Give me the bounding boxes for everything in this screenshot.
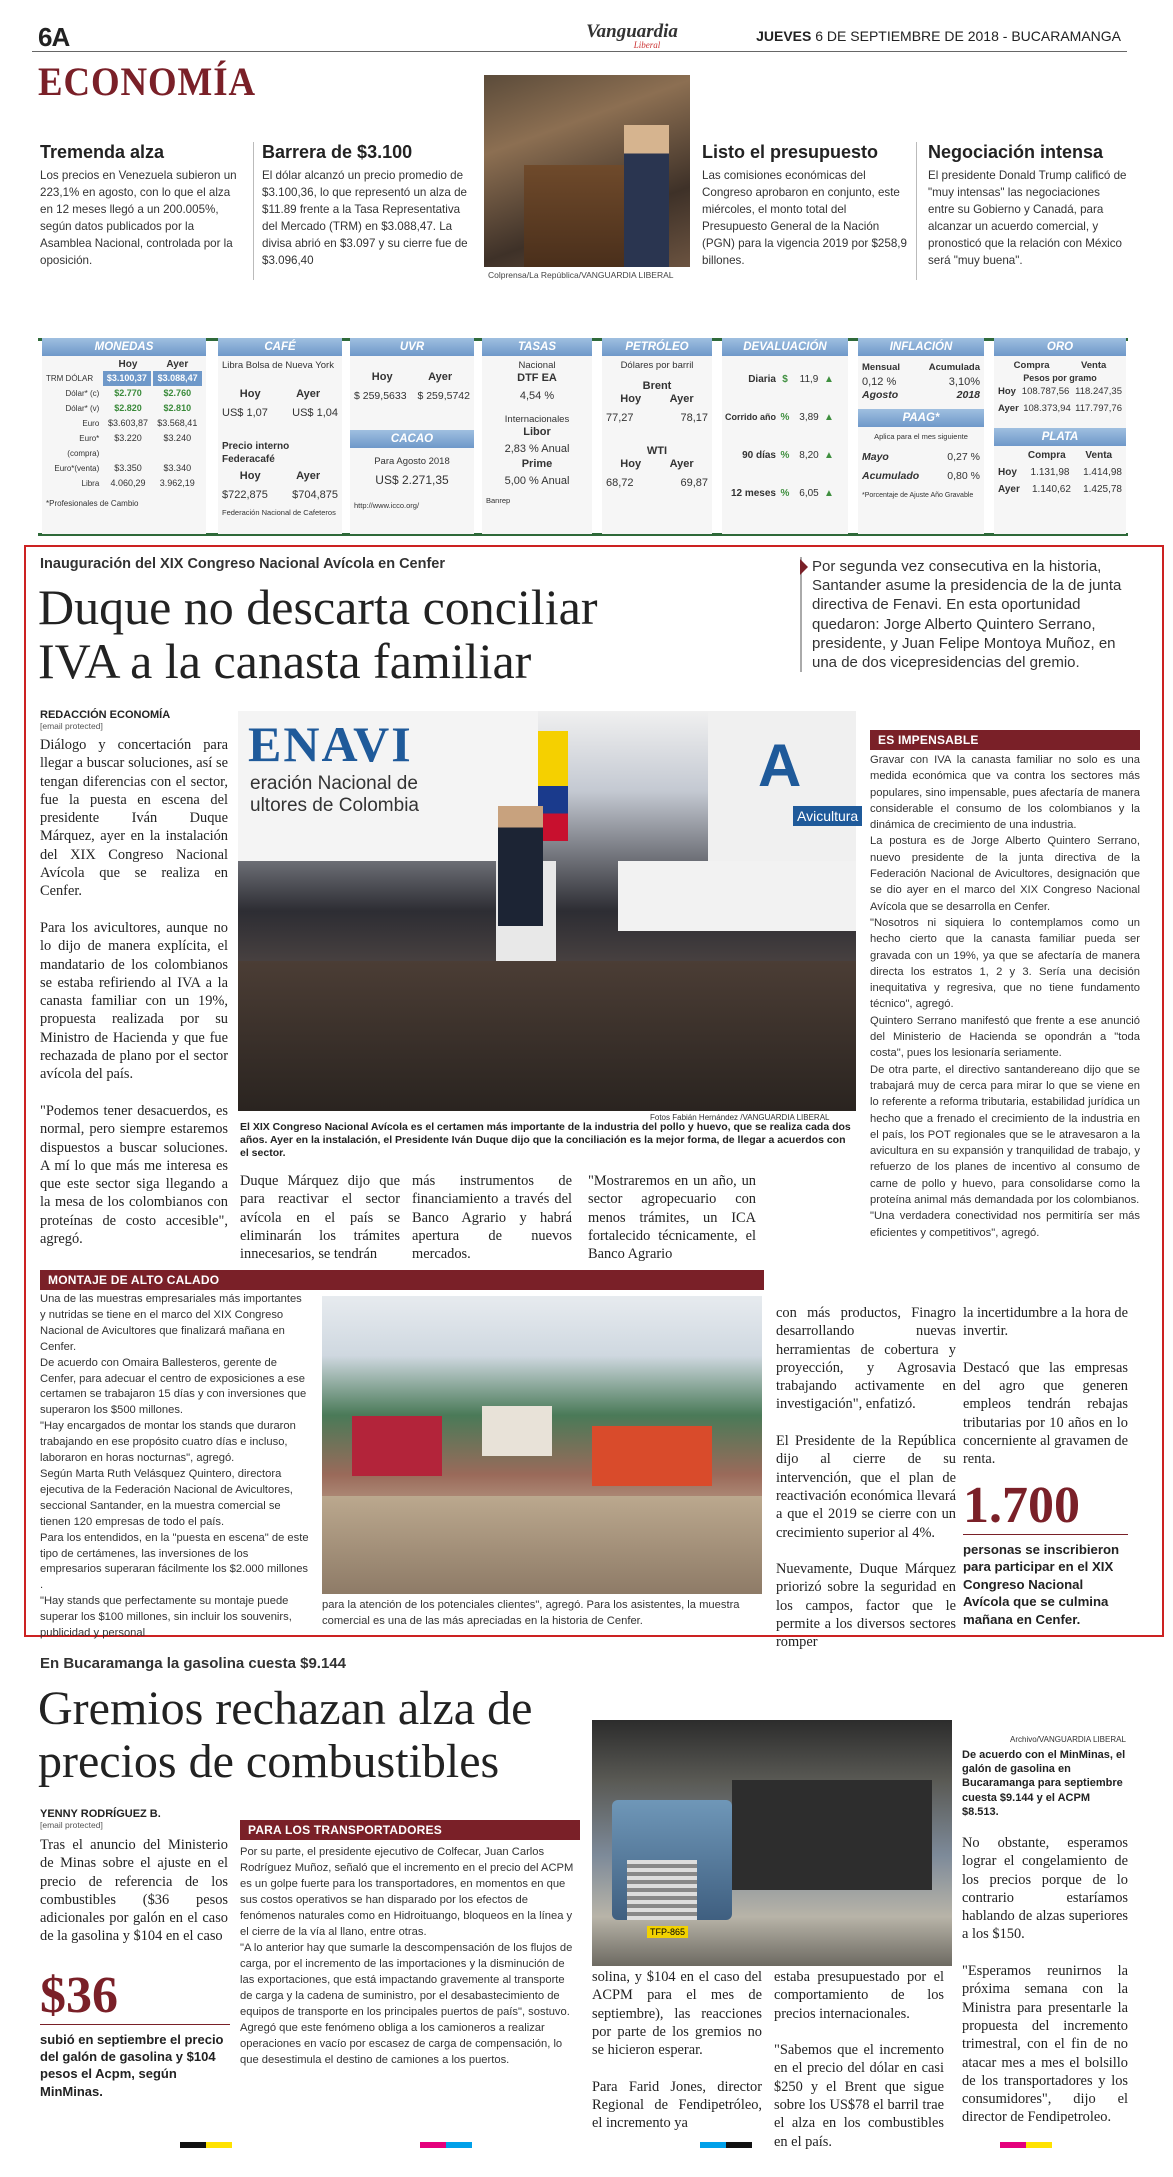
monedas-row: Euro*(venta) $3.350 $3.340: [54, 463, 192, 473]
article2-col-b: estaba presupuestado por el comportamiento de los precios internacionales. "Sabemos que el incremento en el precio del dólar en casi $250 y el Brent que sigue sobre los US$78 el barril trae el alza en los combustibles en el país.: [774, 1969, 944, 2150]
devaluacion-row: Diaria $ 11,9 ▲: [748, 373, 834, 385]
monedas-row: Euro* (compra) $3.220 $3.240: [67, 433, 192, 458]
uvr-header: UVR: [350, 338, 474, 356]
brief-negociacion: Negociación intensa El presidente Donald Trump calificó de "muy intensas" las negociaciones entre su Gobierno y Canadá, para alcanzar un acuerdo comercial, y pronosticó que la relación con México será "muy buena".: [928, 142, 1127, 267]
cafe-tile: CAFÉ Libra Bolsa de Nueva York Hoy Ayer US$ 1,07 US$ 1,04 Precio interno Federacafé Hoy Ayer $722,875 $704,875 Federación Nacional de Cafeteros: [218, 338, 342, 534]
devaluacion-row: 90 días % 8,20 ▲: [742, 449, 834, 461]
tasas-tile: TASAS Nacional DTF EA 4,54 % Internacionales Libor 2,83 % Anual Prime 5,00 % Anual Banrep: [482, 338, 592, 534]
petroleo-tile: PETRÓLEO Dólares por barril Brent Hoy Ayer 77,27 78,17 WTI Hoy Ayer 68,72 69,87: [602, 338, 712, 534]
deck-arrow-icon: [800, 559, 808, 575]
truck-plate: TFP-865: [647, 1926, 688, 1938]
expo-photo: [322, 1296, 762, 1594]
fenavi-logo-sub: eración Nacional de ultores de Colombia: [250, 773, 419, 816]
article2-byline: YENNY RODRÍGUEZ B. [email protected]: [40, 1808, 161, 1830]
impensable-body: Gravar con IVA la canasta familiar no solo es una medida económica que va contra los sectores más populares, sino impensable, pues afectaría de manera considerable el consumo de los colombianos y la dinámica de crecimiento de una industria. La postura es de Jorge Alberto Quintero Serrano, nuevo presidente de la junta directiva de la Federación Nacional de Avicultores, designación que se dio ayer en el marco del XIX Congreso Nacional Avícola que se desarrolla en Cenfer. "Nosotros ni siquiera lo contemplamos como un hecho cierto que la canasta familiar pueda ser gravada con un 19%, ya que se afectaría de manera directa los estratos 1, 2 y 3. Sería una decisión inequitativa y regresiva, que no tiene fundamento técnico", agregó. Quintero Serrano manifestó que frente a ese anunció del Ministerio de Hacienda se opondrán a "toda costa", pues los lesionaría seriamente. De otra parte, el directivo santandereano dijo que se trabajará muy de cerca para mirar lo que se viene en lo referente a reforma tributaria, estabilidad jurídica un hecho que a frenado el crecimiento de la industria en el país, los POT regionales que se le atravesaron a la avicultura en su expansión y tranquilidad de trabajo, y refuerzo de los planes de incentivo al consumo de carne de pollo y huevo, para consolidarse como la proteína animal más demandada por los colombianos. "Una verdadera conectividad nos permitiría ser más eficientes y competitivos", agregó.: [870, 754, 1140, 1239]
devaluacion-row: 12 meses % 6,05 ▲: [730, 487, 834, 499]
page-header: [32, 22, 1127, 52]
up-arrow-icon: ▲: [824, 487, 834, 499]
head-table: [618, 861, 856, 931]
inflacion-tile: INFLACIÓN Mensual Acumulada 0,12 % 3,10% Agosto 2018 PAAG* Aplica para el mes siguiente Mayo 0,27 % Acumulado 0,80 % *Porcentaje de Ajuste Año Gravable: [858, 338, 984, 534]
section-title: ECONOMÍA: [38, 59, 256, 104]
oro-tile: ORO Compra Venta Pesos por gramo Hoy 108.787,56 118.247,35 Ayer 108.373,94 117.797,76 PLATA Compra Venta Hoy 1.131,98 1.414,98 Ayer 1.140,62 1.425,78: [994, 338, 1126, 534]
monedas-header: MONEDAS: [42, 338, 206, 356]
cacao-header: CACAO: [350, 430, 474, 448]
expo-floor: [322, 1496, 762, 1594]
article1-col-a: Duque Márquez dijo que para reactivar el sector avícola en el país se eliminarán los trámites innecesarios, se tendrán: [240, 1173, 400, 1263]
registration-bars: [0, 2142, 1173, 2152]
monedas-tile: MONEDAS Hoy Ayer TRM DÓLAR $3.100,37 $3.088,47 Dólar* (c) $2.770 $2.760 Dólar* (v) $2.820 $2.810 Euro $3.603,87 $3.568,41 Euro* (compra) $3.220 $3.240 Euro*(venta) $3.350 $3.340 Libra 4.060,29 3.962,19 *Profesionales de Cambio: [42, 338, 206, 534]
transportadores-box: [240, 1820, 580, 1840]
speaker: [498, 806, 543, 926]
plata-row: Hoy 1.131,98 1.414,98: [998, 467, 1122, 478]
oro-row: Ayer 108.373,94 117.797,76: [998, 403, 1122, 414]
brief-tremenda-alza: Tremenda alza Los precios en Venezuela subieron un 223,1% en agosto, con lo que el alza en 12 meses llegó a un 200.005%, según datos publicados por la Asamblea Nacional, controlada por la oposición.: [40, 142, 237, 267]
paag-header: PAAG*: [858, 409, 984, 427]
transportadores-body: Por su parte, el presidente ejecutivo de Colfecar, Juan Carlos Rodríguez Muñoz, señaló que el incremento en el precio del ACPM es un golpe fuerte para los transportadores, en momentos en que sus costos operativos se han disparado por los efectos de fenómenos naturales como en Hidroituango, bloqueos en la línea y el cierre de la vía al llano, entre otras. "A lo anterior hay que sumarle la descompensación de los flujos de carga, por el incremento de las importaciones y la disminución de las exportaciones, que está impactando gravemente al transporte de carga y la cadena de suministro, por el desabastecimiento de equipos de transporte en los principales puertos de país", sostuvo. Agregó que este fenómeno obliga a los camioneros a realizar operaciones en vacío por escasez de carga de compensación, lo que desestimula el destino de camiones a los puertos.: [240, 1846, 574, 2066]
brief-divider: [253, 142, 254, 280]
impensable-sidebar: [870, 730, 1140, 750]
up-arrow-icon: ▲: [824, 449, 834, 461]
up-arrow-icon: ▲: [824, 373, 834, 385]
devaluacion-row: Corrido año % 3,89 ▲: [725, 411, 834, 423]
article1-deck: Por segunda vez consecutiva en la historia, Santander asume la presidencia de la de junta directiva de Fenavi. En esta oportunidad quedaron: Jorge Alberto Quintero Serrano, presidente, y Juan Felipe Montoya Muñoz, en una de dos vicepresidencias del gremio.: [800, 557, 1130, 672]
tasas-header: TASAS: [482, 338, 592, 356]
article2-headline: Gremios rechazan alza de precios de combustibles: [38, 1682, 533, 1788]
photo-credit: Fotos Fabián Hernández /VANGUARDIA LIBERAL: [650, 1113, 830, 1122]
article1-col-c: "Mostraremos en un año, un sector agropecuario con menos trámites, un ICA fortalecido técnicamente, el Banco Agrario: [588, 1173, 756, 1263]
petroleo-header: PETRÓLEO: [602, 338, 712, 356]
inflacion-header: INFLACIÓN: [858, 338, 984, 356]
devaluacion-header: DEVALUACIÓN: [722, 338, 848, 356]
article1-col1: Diálogo y concertación para llegar a buscar soluciones, así se tengan diferencias con el sector, fue la puesta en escena del presidente Iván Duque Márquez, ayer en la instalación del XIX Congreso Nacional Avícola que se realiza en Cenfer. Para los avicultores, aunque no lo dijo de manera explícita, el mandatario de los colombianos se estaba refiriendo al IVA a la canasta familiar con un 19%, propuesta realizada por su Ministro de Hacienda y que fue rechazada de plano por el sector avícola del país. "Podemos tener desacuerdos, es normal, pero siempre estaremos dispuestos a buscar soluciones. A mí lo que más me interesa es que este sector siga llegando a la mesa de los colombianos con proteínas de costo accesible", agregó.: [40, 737, 228, 1248]
stat-36: $36 subió en septiembre el precio del galón de gasolina y $104 pesos el Acpm, según MinMinas.: [40, 1968, 230, 2100]
devaluacion-tile: [722, 338, 848, 534]
truck-photo: [592, 1720, 952, 1966]
montaje-body: Una de las muestras empresariales más importantes y nutridas se tiene en el marco del XIX Congreso Nacional de Avicultores que finalizará mañana en Cenfer. De acuerdo con Omaira Ballesteros, gerente de Cenfer, para adecuar el centro de exposiciones a ese certamen se trabajaron 15 días y con inversiones que superaron los $500 millones. "Hay encargados de montar los stands que duraron trabajando en ese propósito cuatro días e incluso, laboraron en horas nocturnas", agregó. Según Marta Ruth Velásquez Quintero, directora ejecutiva de la Federación Nacional de Avicultores, seccional Santander, en la muestra comercial se tienen 120 empresas de todo el país. Para los entendidos, en la "puesta en escena" de este tipo de certámenes, las inversiones de los empresarios superaran fácilmente los $2.000 millones . "Hay stands que perfectamente su montaje puede superar los $100 millones, sin incluir los souvenirs, publicidad y personal: [40, 1293, 309, 1640]
oro-row: Hoy 108.787,56 118.247,35: [998, 386, 1122, 397]
avicultura-logo: Avicultura: [793, 806, 862, 826]
article2-col-a: solina, y $104 en el caso del ACPM para el mes de septiembre), las reacciones por parte de los gremios no se hicieron esperar. Para Farid Jones, director Regional de Fendipetróleo, el incremento ya: [592, 1969, 762, 2132]
avicultura-logo-mark: A: [758, 732, 802, 799]
brief-barrera: Barrera de $3.100 El dólar alcanzó un precio promedio de $3.100,36, lo que representó un alza de $11.89 frente a la Tasa Representativa del Mercado (TRM) en $3.088,47. La divisa abrió en $3.097 y su cierre fue de $3.096,40: [262, 142, 468, 267]
monedas-row: Libra 4.060,29 3.962,19: [81, 478, 195, 488]
montaje-box: [40, 1270, 764, 1290]
truck-photo-credit: Archivo/VANGUARDIA LIBERAL: [1010, 1735, 1126, 1744]
article1-col-e: la incertidumbre a la hora de invertir. Destacó que las empresas del agro que generen empleos tendrán rebajas tributarias por 10 años en lo concerniente al gravamen de renta.: [963, 1305, 1129, 1468]
montaje-continued: para la atención de los potenciales clientes", agregó. Para los asistentes, la muestra comercial es una de las más apreciadas en la historia de Cenfer.: [322, 1599, 740, 1627]
up-arrow-icon: ▲: [824, 411, 834, 423]
expo-stand: [482, 1406, 552, 1456]
congress-lectern: [524, 165, 624, 267]
monedas-row: Dólar* (v) $2.820 $2.810: [65, 403, 192, 413]
monedas-row: Euro $3.603,87 $3.568,41: [82, 418, 198, 428]
truck-grille: [627, 1860, 697, 1920]
montaje-title: MONTAJE DE ALTO CALADO: [40, 1270, 764, 1290]
transportadores-title: PARA LOS TRANSPORTADORES: [240, 1820, 580, 1840]
issue-date: JUEVES 6 DE SEPTIEMBRE DE 2018 - BUCARAMANGA: [756, 28, 1121, 44]
expo-stand: [352, 1416, 442, 1476]
cafe-header: CAFÉ: [218, 338, 342, 356]
photo-caption: El XIX Congreso Nacional Avícola es el certamen más importante de la industria del pollo y huevo, que se realiza cada dos años. Ayer en la instalación, el Presidente Iván Duque dijo que la conciliación es la mejor forma, de llegar a acuerdos con el sector.: [240, 1121, 851, 1159]
impensable-title: ES IMPENSABLE: [870, 730, 1140, 750]
article1-headline: Duque no descarta conciliar IVA a la canasta familiar: [38, 579, 598, 689]
monedas-row: TRM DÓLAR $3.100,37 $3.088,47: [46, 371, 202, 386]
audience: [238, 961, 856, 1111]
plata-header: PLATA: [994, 428, 1126, 446]
monedas-row: Dólar* (c) $2.770 $2.760: [65, 388, 192, 398]
duque-photo: [238, 711, 859, 1111]
stat-1700: 1.700 personas se inscribieron para participar en el XIX Congreso Nacional Avícola que se culmina mañana en Cenfer.: [963, 1478, 1128, 1628]
fenavi-logo: ENAVI: [248, 716, 413, 772]
oro-header: ORO: [994, 338, 1126, 356]
newspaper-logo: Vanguardia Liberal: [586, 21, 678, 50]
truck-trailer: [732, 1780, 932, 1890]
article2-col-c: No obstante, esperamos lograr el congelamiento de los precios porque de lo contrario estaríamos hablando de alzas superiores a los $150. "Esperamos reunirnos la próxima semana con la Ministra para presentarle la propuesta del incremento trimestral, con el fin de no atacar mes a mes el bolsillo de los transportadores y los consumidores", dijo el director de Fendipetroleo.: [962, 1835, 1128, 2126]
article1-col-d: con más productos, Finagro desarrollando nuevas herramientas de cobertura y proyección, y Agrosavia trabajando activamente en investigación", enfatizó. El Presidente de la República dijo al cierre de su intervención, que el plan de reactivación económica llevará a que el 2019 se cierre con un crecimiento superior al 4%. Nuevamente, Duque Márquez priorizó sobre la seguridad en los campos, factor que le permite a los diversos sectores romper: [776, 1305, 956, 1651]
truck-photo-caption: De acuerdo con el MinMinas, el galón de gasolina en Bucaramanga para septiembre cuesta $9.144 y el ACPM $8.513.: [962, 1749, 1126, 1818]
article1-kicker: Inauguración del XIX Congreso Nacional Avícola en Cenfer: [40, 556, 446, 572]
expo-stand: [592, 1426, 712, 1486]
congress-photo-caption: Colprensa/La República/VANGUARDIA LIBERAL: [488, 270, 674, 280]
article2-kicker: En Bucaramanga la gasolina cuesta $9.144: [40, 1655, 346, 1672]
uvr-tile: UVR Hoy Ayer $ 259,5633 $ 259,5742 CACAO Para Agosto 2018 US$ 2.271,35 http://www.icco.org/: [350, 338, 474, 534]
page-number: 6A: [38, 22, 70, 52]
article1-byline: REDACCIÓN ECONOMÍA [email protected]: [40, 709, 171, 731]
article2-col1: Tras el anuncio del Ministerio de Minas sobre el ajuste en el precio de referencia de los combustibles ($36 pesos adicionales por galón en el caso de la gasolina y $104 en el caso: [40, 1837, 228, 1945]
article1-col-b: más instrumentos de financiamiento a través del Banco Agrario y habrá apertura de nuevos mercados.: [412, 1173, 572, 1263]
plata-row: Ayer 1.140,62 1.425,78: [998, 484, 1122, 495]
congress-photo: [484, 75, 690, 267]
congress-person: [624, 125, 669, 267]
brief-presupuesto: Listo el presupuesto Las comisiones económicas del Congreso aprobaron en conjunto, este miércoles, el monto total del Presupuesto General de la Nación (PGN) para la vigencia 2019 por $258,9 billones.: [702, 142, 907, 267]
brief-divider: [916, 142, 917, 280]
